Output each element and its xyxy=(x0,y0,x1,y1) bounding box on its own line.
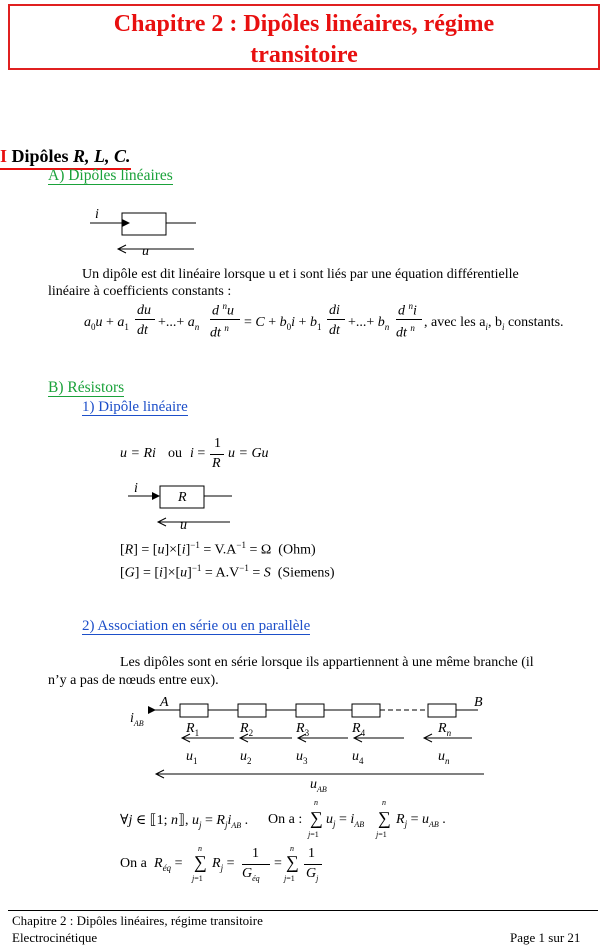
item-2-heading xyxy=(82,618,310,635)
resistor-fig-current: i xyxy=(134,481,138,496)
fig-a-voltage: u xyxy=(142,244,149,259)
series-law-equation: ∀j ∈ ⟦1; n⟧, $u_j = R_ji_{AB}$ . On a : n ∑ j=1 $u_j = i_{AB}$ n ∑ j=1 $R_j = u_{AB}$ . xyxy=(120,798,446,839)
unit-conductance: $[G] = [i]\times[u]^{-1} = A.V^{-1} = S$ (Siemens) xyxy=(120,563,335,581)
on-a2-label: On a xyxy=(120,856,147,871)
chapter-title-line1: Chapitre 2 : Dipôles linéaires, régime xyxy=(113,11,495,37)
section-heading xyxy=(0,146,131,167)
differential-equation: $a_0u + a_1$ du dt +...+ $a_n$ d $^n$u dt $^n$ = $C + b_0i + b_1$ di dt +...+ $b_n$ d $^n$i dt $^n$ , avec les $a_i$, $b_i$ constants. xyxy=(84,301,564,341)
series-current: i xyxy=(130,711,134,726)
chapter-title-line2: transitoire xyxy=(250,42,358,68)
ohm-eq-ou: ou xyxy=(168,446,182,461)
eq-suffix2: , b xyxy=(487,315,502,330)
dipole-definition-line2: linéaire à coefficients constants : xyxy=(48,284,232,299)
on-a-label: On a : xyxy=(268,812,303,827)
resistor-fig-voltage: u xyxy=(180,518,187,533)
ohm-law-equation: u = Ri ou i = 1 R u = Gu xyxy=(120,436,269,471)
series-definition-line2: n’y a pas de nœuds entre eux). xyxy=(48,673,219,688)
eq-suffix3: constants. xyxy=(504,315,564,330)
fig-a-current: i xyxy=(95,207,99,222)
item-2-label: 2) Association en série ou en parallèle xyxy=(82,618,311,634)
item-1-heading xyxy=(82,399,188,416)
footer-chapter: Chapitre 2 : Dipôles linéaires, régime transitoire xyxy=(12,913,263,928)
dipole-figure xyxy=(90,205,210,260)
series-node-a: A xyxy=(160,695,169,710)
dipole-definition-line1: Un dipôle est dit linéaire lorsque u et i sont liés par une équation différentielle xyxy=(82,267,519,282)
unit-ohm: (Ohm) xyxy=(278,542,316,558)
unit-resistance: $[R] = [u]\times[i]^{-1} = V.A^{-1} = \Omega$ (Ohm) xyxy=(120,540,316,558)
resistor-fig-R: R xyxy=(178,490,187,505)
equivalent-resistance-equation: On a $R_{éq}$ = n ∑ j=1 $R_j$ = 1 $G_{éq}$ = n ∑ j=1 1 $G_j$ xyxy=(120,846,420,890)
footer-page-number: Page 1 sur 21 xyxy=(510,930,581,945)
section-heading-vars: R, L, C. xyxy=(73,146,131,166)
section-number: I xyxy=(0,146,8,166)
subsection-b-label: B) Résistors xyxy=(48,379,125,396)
ohm-eq-left: u = Ri xyxy=(120,446,156,461)
chapter-title-box xyxy=(8,4,600,70)
eq-suffix: , avec les a xyxy=(424,315,486,330)
footer-divider xyxy=(8,910,598,911)
subsection-b-heading xyxy=(48,379,124,397)
series-voltage-total: u xyxy=(310,777,317,792)
section-heading-prefix: Dipôles xyxy=(11,146,74,166)
footer-course: Electrocinétique xyxy=(12,930,98,945)
item-1-label: 1) Dipôle linéaire xyxy=(82,399,188,415)
series-node-b: B xyxy=(474,695,483,710)
subsection-a-label: A) Dipôles linéaires xyxy=(48,167,173,184)
subsection-a-heading xyxy=(48,167,173,185)
ohm-eq-right: u = Gu xyxy=(228,446,269,461)
unit-siemens: (Siemens) xyxy=(277,565,335,581)
series-definition-line1: Les dipôles sont en série lorsque ils appartiennent à une même branche (il xyxy=(120,655,534,670)
